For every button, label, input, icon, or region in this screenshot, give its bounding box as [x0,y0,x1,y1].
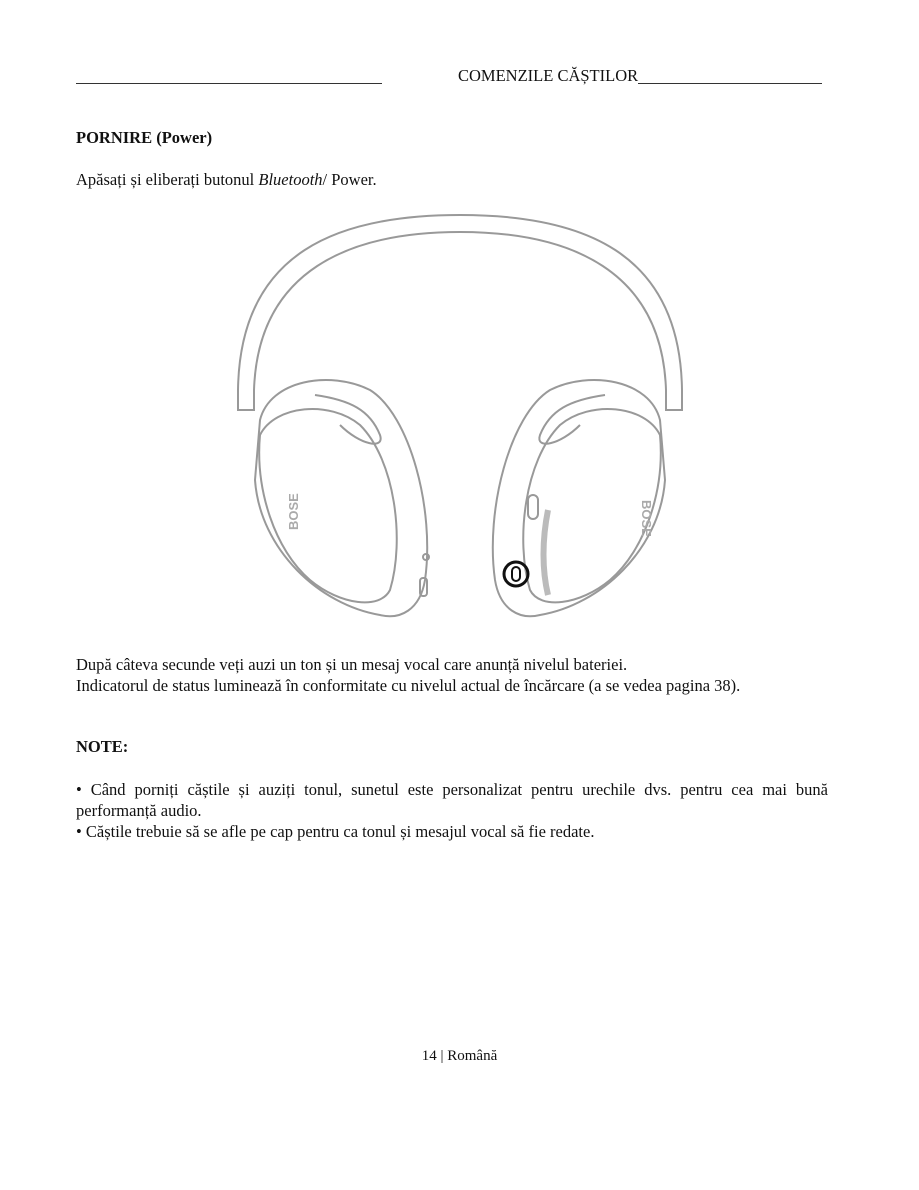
header-title: COMENZILE CĂȘTILOR [458,66,639,85]
power-button-icon [512,567,520,581]
page-header [76,66,822,86]
brand-logo-left: BOSE [286,493,301,530]
instruction-suffix: / Power. [322,170,377,189]
header-rule-left [76,83,382,84]
note-item-2: • Căștile trebuie să se afle pe cap pentru ca tonul și mesajul vocal să fie redate. [76,822,595,841]
headband-outer [238,215,682,390]
headphones-illustration [220,210,700,630]
note-item-1-line-1: • Când porniți căștile și auziți tonul, sunetul este personalizat pentru urechile dvs. pentru cea mai bună [76,780,828,799]
instruction-prefix: Apăsați și eliberați butonul [76,170,259,189]
instruction-italic: Bluetooth [258,170,323,189]
body-line-2: Indicatorul de status luminează în conformitate cu nivelul actual de încărcare (a se vedea pagina 38). [76,676,741,695]
left-earcup [255,380,429,616]
notes-heading: NOTE: [76,737,129,756]
note-item-1-line-2: performanță audio. [76,801,202,820]
body-line-1: După câteva secunde veți auzi un ton și un mesaj vocal care anunță nivelul bateriei. [76,655,628,674]
page-footer: 14 | Română [421,1048,498,1064]
headband-inner [254,232,666,390]
instruction-text [76,170,377,190]
brand-logo-right: BOSE [639,500,654,537]
section-heading: PORNIRE (Power) [76,128,213,147]
power-button-highlight [504,562,528,586]
